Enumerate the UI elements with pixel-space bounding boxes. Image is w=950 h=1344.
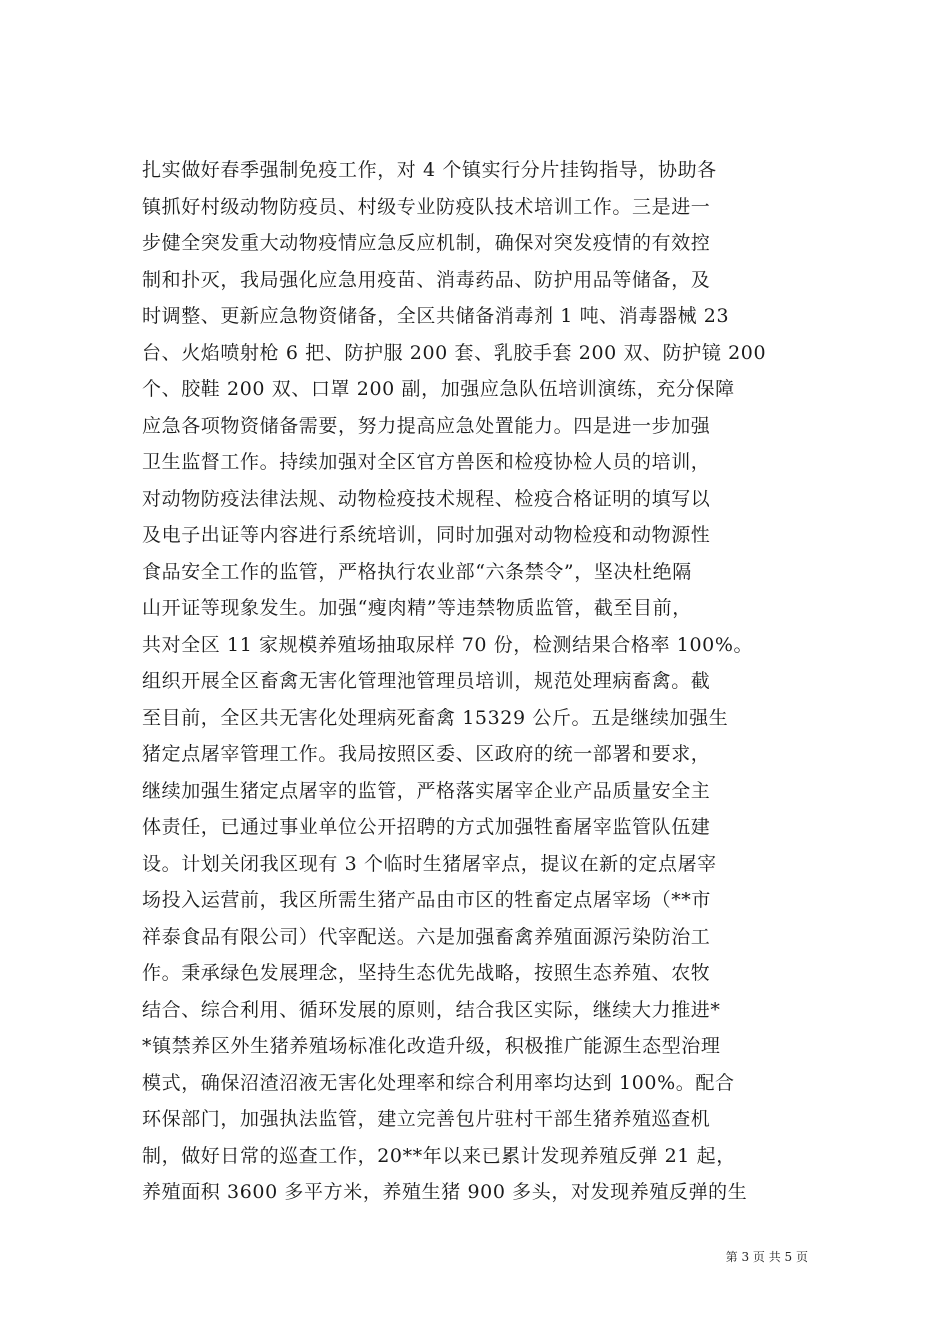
text-line: 体责任，已通过事业单位公开招聘的方式加强牲畜屠宰监管队伍建 [142, 816, 711, 838]
text-line: 制和扑灭，我局强化应急用疫苗、消毒药品、防护用品等储备，及 [142, 268, 711, 291]
text-line: 场投入运营前，我区所需生猪产品由市区的牲畜定点屠宰场（**市 [142, 889, 712, 911]
text-line: 扎实做好春季强制免疫工作，对 4 个镇实行分片挂钩指导，协助各 [142, 159, 717, 181]
text-line: 结合、综合利用、循环发展的原则，结合我区实际，继续大力推进* [142, 998, 721, 1021]
text-line: 模式，确保沼渣沼液无害化处理率和综合利用率均达到 100%。配合 [142, 1071, 735, 1094]
text-line: 时调整、更新应急物资储备，全区共储备消毒剂 1 吨、消毒器械 23 [142, 305, 730, 327]
text-line: 养殖面积 3600 多平方米，养殖生猪 900 多头，对发现养殖反弹的生 [142, 1181, 748, 1203]
text-line: 作。秉承绿色发展理念，坚持生态优先战略，按照生态养殖、农牧 [142, 962, 711, 984]
text-line: 环保部门，加强执法监管，建立完善包片驻村干部生猪养殖巡查机 [142, 1108, 711, 1130]
text-line: 步健全突发重大动物疫情应急反应机制，确保对突发疫情的有效控 [142, 232, 711, 254]
text-line: 继续加强生猪定点屠宰的监管，严格落实屠宰企业产品质量安全主 [142, 779, 711, 802]
text-line: 对动物防疫法律法规、动物检疫技术规程、检疫合格证明的填写以 [142, 487, 711, 510]
text-line: 设。计划关闭我区现有 3 个临时生猪屠宰点，提议在新的定点屠宰 [142, 852, 717, 875]
text-line: 卫生监督工作。持续加强对全区官方兽医和检疫协检人员的培训， [142, 451, 711, 473]
text-line: 应急各项物资储备需要，努力提高应急处置能力。四是进一步加强 [142, 414, 711, 437]
text-line: 祥泰食品有限公司）代宰配送。六是加强畜禽养殖面源污染防治工 [142, 925, 711, 948]
text-line: 食品安全工作的监管，严格执行农业部“六条禁令”，坚决杜绝隔 [142, 560, 692, 583]
text-line: 山开证等现象发生。加强“瘦肉精”等违禁物质监管，截至目前， [142, 597, 692, 619]
text-line: 个、胶鞋 200 双、口罩 200 副，加强应急队伍培训演练，充分保障 [142, 378, 735, 400]
text-line: 至目前，全区共无害化处理病死畜禽 15329 公斤。五是继续加强生 [142, 706, 729, 729]
text-line: 制，做好日常的巡查工作，20**年以来已累计发现养殖反弹 21 起， [142, 1144, 736, 1167]
text-line: 组织开展全区畜禽无害化管理池管理员培训，规范处理病畜禽。截 [142, 670, 711, 692]
page-footer: 第 3 页 共 5 页 [725, 1250, 808, 1264]
text-line: 台、火焰喷射枪 6 把、防护服 200 套、乳胶手套 200 双、防护镜 200 [142, 341, 767, 364]
body-text [142, 152, 822, 1211]
text-line: *镇禁养区外生猪养殖场标准化改造升级，积极推广能源生态型治理 [142, 1035, 721, 1057]
text-line: 及电子出证等内容进行系统培训，同时加强对动物检疫和动物源性 [142, 524, 711, 546]
text-line: 共对全区 11 家规模养殖场抽取尿样 70 份，检测结果合格率 100%。 [142, 633, 754, 656]
text-line: 猪定点屠宰管理工作。我局按照区委、区政府的统一部署和要求， [142, 743, 711, 765]
text-line: 镇抓好村级动物防疫员、村级专业防疫队技术培训工作。三是进一 [142, 195, 711, 218]
